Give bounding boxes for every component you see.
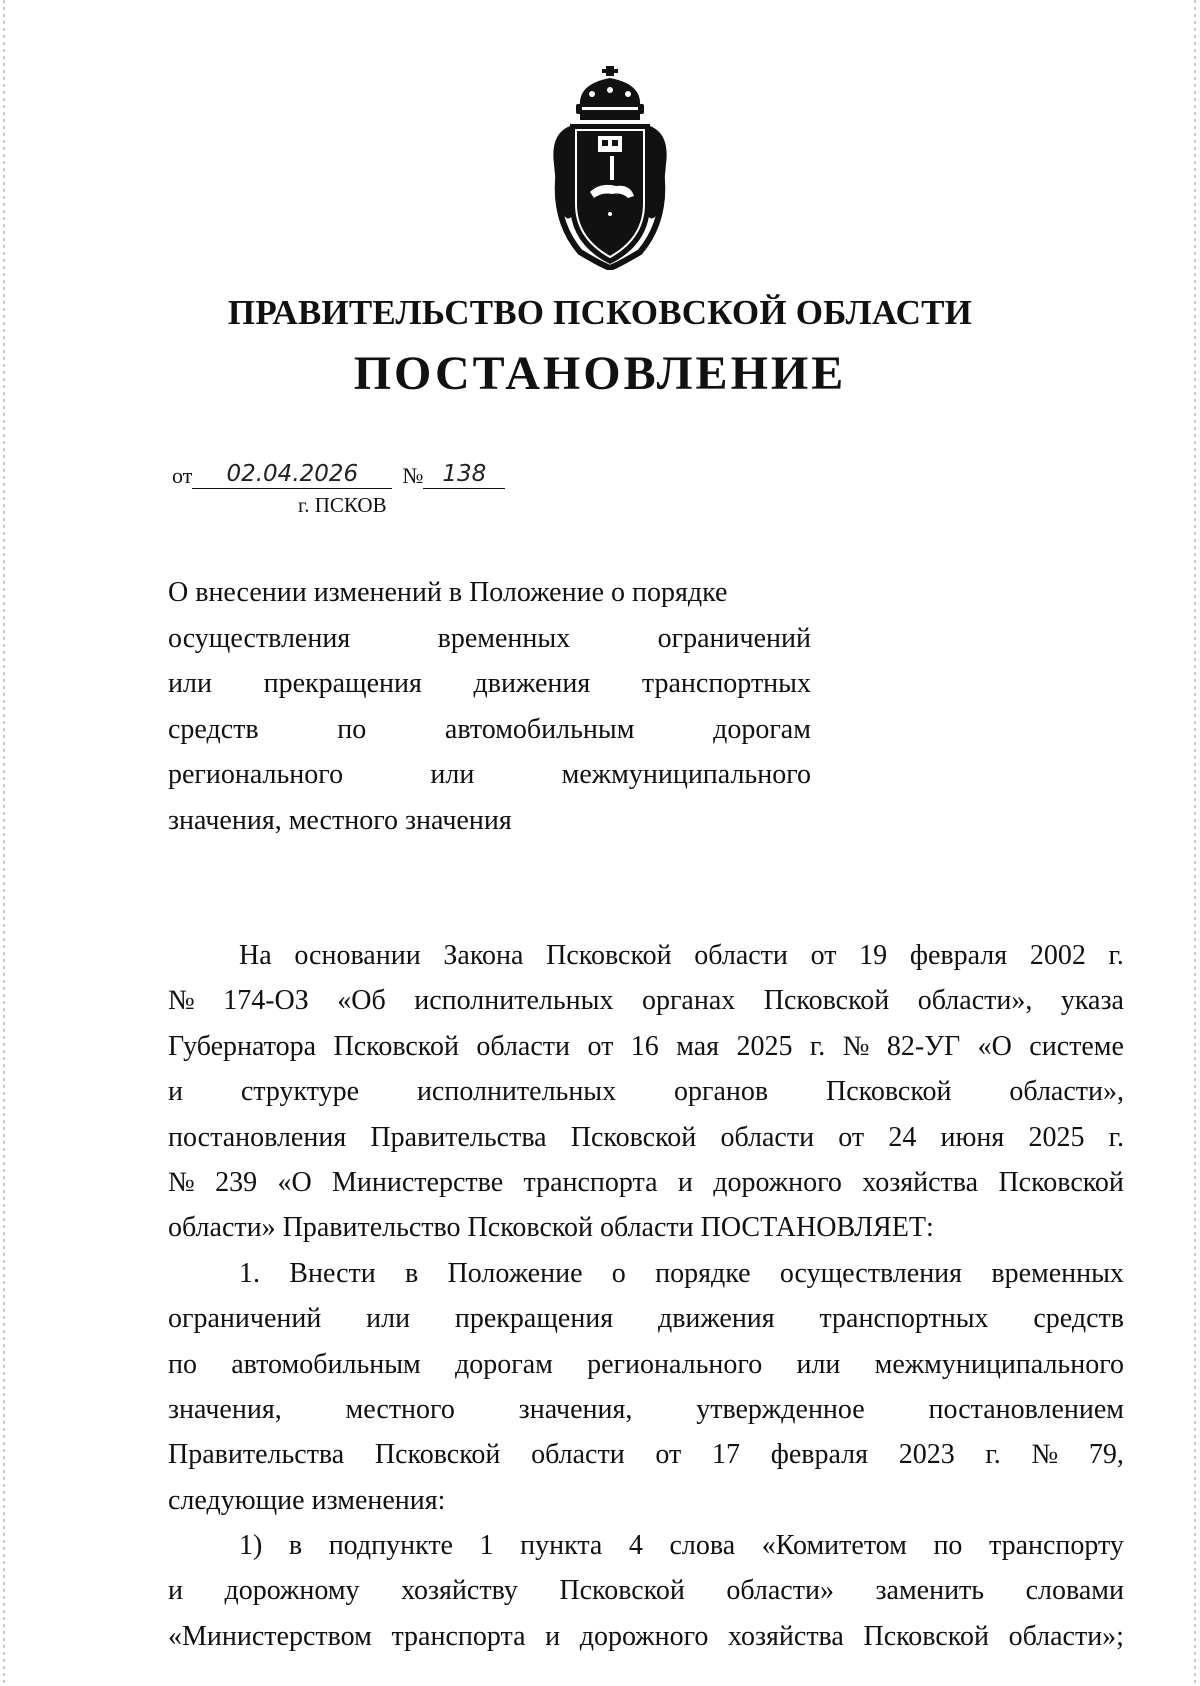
- document-type-title: ПОСТАНОВЛЕНИЕ: [353, 347, 847, 400]
- word: области»: [726, 1575, 834, 1607]
- word: основании: [294, 940, 421, 971]
- subject-line: [168, 661, 811, 707]
- word: дорогам: [454, 1348, 553, 1380]
- word: 2002: [1029, 940, 1086, 971]
- word: «Об: [337, 985, 386, 1017]
- word: системе: [1029, 1030, 1124, 1062]
- word: «О: [277, 1166, 312, 1198]
- body-line: области» Правительство Псковской области ПОСТАНОВЛЯЕТ:: [168, 1212, 934, 1244]
- word: области: [531, 1439, 625, 1471]
- word: постановления: [168, 1121, 347, 1153]
- word: Псковской: [863, 1620, 989, 1652]
- subject-line: [168, 616, 811, 662]
- body-line: [168, 1160, 1124, 1205]
- word: г.: [809, 1030, 826, 1062]
- word: заменить: [875, 1575, 985, 1607]
- body-line: [168, 1024, 1124, 1069]
- word: автомобильным: [444, 713, 635, 745]
- word: от: [838, 1121, 865, 1153]
- word: хозяйству: [401, 1575, 518, 1607]
- word: «О: [977, 1030, 1012, 1062]
- body-line: [168, 1614, 1124, 1659]
- word: Псковской: [374, 1439, 501, 1471]
- word: Псковской: [826, 1076, 952, 1108]
- word: органах: [641, 985, 736, 1017]
- word: Псковской: [333, 1030, 459, 1062]
- word: 16: [630, 1030, 659, 1062]
- word: или: [366, 1303, 411, 1335]
- word: автомобильным: [231, 1348, 421, 1380]
- word: области»,: [917, 985, 1033, 1017]
- word: регионального: [587, 1348, 763, 1380]
- body-line: [168, 1115, 1124, 1160]
- word: 82-УГ: [886, 1030, 961, 1062]
- word: местного: [345, 1393, 455, 1425]
- word: июня: [940, 1121, 1005, 1153]
- word: исполнительных: [416, 1076, 617, 1108]
- word: Губернатора: [168, 1030, 317, 1062]
- word: и: [168, 1076, 183, 1108]
- word: межмуниципального: [561, 759, 811, 790]
- word: в: [288, 1530, 303, 1562]
- word: или: [430, 759, 475, 790]
- subject-line: значения, местного значения: [168, 804, 512, 836]
- word: мая: [676, 1030, 720, 1062]
- word: Правительства: [168, 1439, 345, 1471]
- word: постановлением: [928, 1393, 1124, 1425]
- word: дорогам: [713, 713, 811, 745]
- word: в: [405, 1257, 419, 1289]
- word: о: [611, 1257, 626, 1289]
- word: средств: [168, 713, 259, 745]
- word: и: [545, 1620, 561, 1652]
- word: февраля: [909, 940, 1008, 971]
- body-line: [168, 1342, 1124, 1387]
- word: На: [239, 940, 272, 971]
- word: г.: [1108, 940, 1124, 971]
- word: 24: [888, 1121, 917, 1153]
- word: дорожного: [579, 1620, 709, 1652]
- word: осуществления: [168, 622, 351, 654]
- word: ограничений: [657, 622, 811, 654]
- word: области»,: [1009, 1076, 1124, 1108]
- word: движения: [473, 668, 591, 699]
- body-line: [168, 1523, 1124, 1568]
- word: слова: [669, 1530, 736, 1562]
- word: средств: [1033, 1303, 1124, 1335]
- word: утвержденное: [696, 1393, 865, 1425]
- body-line: [168, 1251, 1124, 1296]
- word: указа: [1060, 985, 1124, 1017]
- date-number-line: [172, 460, 505, 489]
- word: транспортных: [641, 668, 811, 699]
- body-line: [168, 1432, 1124, 1477]
- word: №: [168, 985, 195, 1017]
- word: 2023: [898, 1439, 955, 1471]
- word: г.: [1108, 1121, 1124, 1153]
- body-line: [168, 1387, 1124, 1432]
- word: по: [168, 1348, 197, 1380]
- body-line: [168, 1296, 1124, 1341]
- word: «Министерством: [168, 1620, 372, 1652]
- word: или: [168, 668, 212, 699]
- word: осуществления: [779, 1257, 963, 1289]
- word: и: [677, 1166, 693, 1198]
- document-number: 138: [423, 460, 505, 489]
- document-date: 02.04.2026: [192, 460, 392, 489]
- word: Псковской: [546, 940, 672, 971]
- word: Псковской: [559, 1575, 685, 1607]
- word: 2025: [1028, 1121, 1085, 1153]
- word: дорожному: [224, 1575, 360, 1607]
- word: прекращения: [454, 1303, 614, 1335]
- word: области: [720, 1121, 815, 1153]
- word: пункта: [520, 1530, 603, 1562]
- word: области»;: [1008, 1620, 1124, 1652]
- word: Министерстве: [332, 1166, 504, 1198]
- word: значения,: [518, 1393, 633, 1425]
- subject-line: [168, 752, 811, 798]
- word: Правительства: [370, 1121, 547, 1153]
- word: исполнительных: [414, 985, 614, 1017]
- word: Положение: [447, 1257, 583, 1289]
- word: Закона: [443, 940, 524, 971]
- body-line: следующие изменения:: [168, 1484, 446, 1516]
- word: Псковской: [570, 1121, 697, 1153]
- word: транспорту: [988, 1530, 1124, 1562]
- word: и: [168, 1575, 183, 1607]
- word: №: [842, 1030, 870, 1062]
- coat-of-arms-icon: [540, 64, 680, 270]
- word: органов: [674, 1076, 769, 1108]
- document-subject: [168, 570, 811, 843]
- word: временных: [437, 622, 571, 654]
- body-line: [168, 1069, 1124, 1114]
- date-prefix: от: [172, 463, 193, 488]
- word: порядке: [655, 1257, 751, 1289]
- word: 1): [239, 1530, 263, 1562]
- word: 1: [479, 1530, 494, 1562]
- word: от: [587, 1030, 614, 1062]
- word: Псковской: [998, 1166, 1124, 1198]
- word: от: [810, 940, 837, 971]
- word: прекращения: [263, 668, 422, 699]
- scan-edge-right: [1194, 0, 1196, 1686]
- document-body: [168, 933, 1124, 1659]
- word: 19: [859, 940, 888, 971]
- word: транспортных: [819, 1303, 989, 1335]
- word: 79,: [1088, 1439, 1124, 1471]
- subject-line: О внесении изменений в Положение о порядке: [168, 577, 728, 608]
- body-line: [168, 933, 1124, 978]
- word: ограничений: [168, 1303, 322, 1335]
- word: области: [694, 940, 788, 971]
- word: 17: [711, 1439, 740, 1471]
- word: Псковской: [763, 985, 890, 1017]
- word: Внести: [289, 1257, 376, 1289]
- word: от: [655, 1439, 682, 1471]
- word: дорожного: [713, 1166, 842, 1198]
- body-line: [168, 978, 1124, 1023]
- word: хозяйства: [728, 1620, 844, 1652]
- word: 174-ОЗ: [223, 985, 309, 1017]
- subject-line: [168, 707, 811, 753]
- word: 4: [628, 1530, 643, 1562]
- word: транспорта: [523, 1166, 658, 1198]
- word: движения: [657, 1303, 775, 1335]
- word: по: [337, 713, 367, 745]
- word: 1.: [239, 1257, 260, 1289]
- word: г.: [985, 1439, 1001, 1471]
- word: №: [168, 1166, 195, 1198]
- organization-name: ПРАВИТЕЛЬСТВО ПСКОВСКОЙ ОБЛАСТИ: [227, 293, 973, 332]
- document-city: г. ПСКОВ: [298, 493, 387, 517]
- word: по: [933, 1530, 963, 1562]
- word: структуре: [240, 1076, 360, 1108]
- word: регионального: [168, 759, 344, 790]
- word: 2025: [736, 1030, 793, 1062]
- word: временных: [991, 1257, 1124, 1289]
- word: подпункте: [328, 1530, 453, 1562]
- body-line: [168, 1568, 1124, 1613]
- word: №: [1031, 1439, 1059, 1471]
- word: значения,: [168, 1393, 282, 1425]
- word: межмуниципального: [874, 1348, 1124, 1380]
- word: транспорта: [391, 1620, 526, 1652]
- word: области: [476, 1030, 571, 1062]
- word: февраля: [770, 1439, 869, 1471]
- word: или: [796, 1348, 841, 1380]
- number-sign: №: [402, 463, 424, 488]
- word: 239: [215, 1166, 258, 1198]
- word: «Комитетом: [761, 1530, 907, 1562]
- word: словами: [1025, 1575, 1124, 1607]
- scan-edge-left: [3, 0, 5, 1686]
- word: хозяйства: [862, 1166, 979, 1198]
